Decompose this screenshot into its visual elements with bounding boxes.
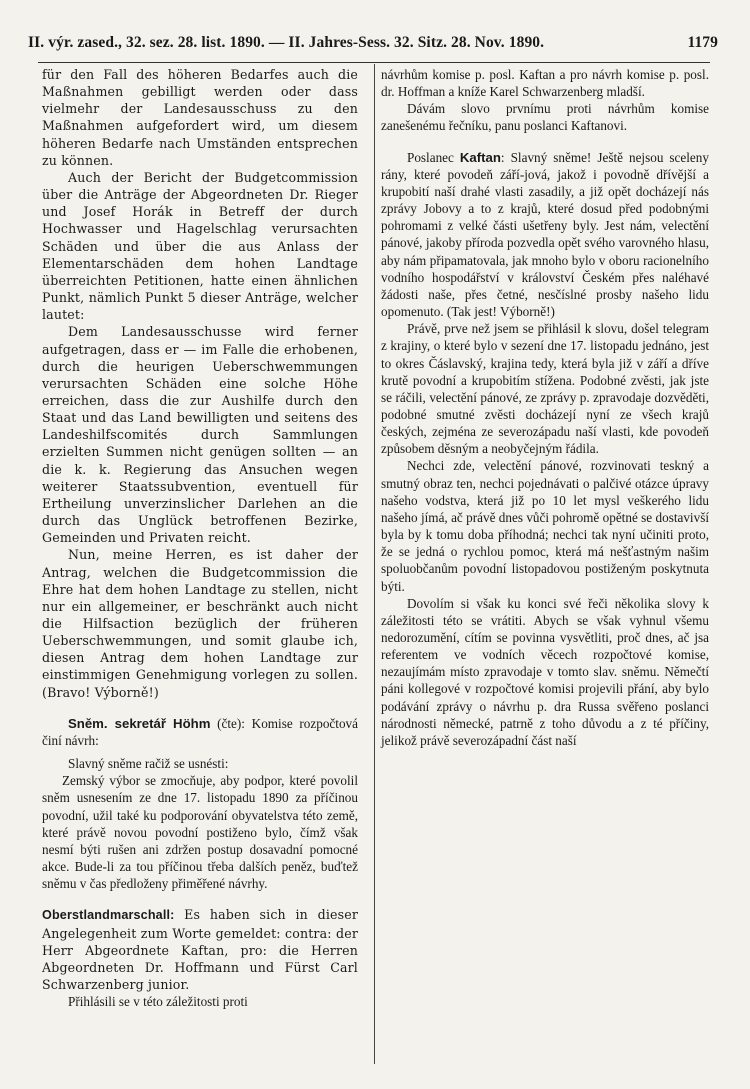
left-column [42,66,358,1010]
speaker-name: Kaftan [459,149,501,165]
column-divider [374,64,375,1064]
paragraph: Auch der Bericht der Budgetcommission über die Anträge der Abgeordneten Dr. Rieger und Josef Horák in Betreff der durch Hochwasser und Hagelschlag verursachten Schäden und über die aus Anlass der Elementarschäden dem hohen Landtage überreichten Petitionen, hatte einen ähnlichen Punkt, nämlich Punkt 5 dieser Anträge, welcher lautet: [42,169,358,323]
paragraph [42,906,358,993]
speech-text: Es haben sich in dieser Angelegenheit zum Worte gemeldet: contra: der Herr Abgeordnete Kaftan, pro: die Herren Abgeordneten Dr. Hoffmann und Fürst Carl Schwarzenberg junior. [42,907,358,992]
header-rule [38,62,710,63]
paragraph: návrhům komise p. posl. Kaftan a pro návrh komise p. posl. dr. Hoffman a kníže Karel Schwarzenberg mladší. [381,67,709,100]
paragraph [381,149,709,321]
page-number: 1179 [687,34,718,51]
paragraph: Nechci zde, velectění pánové, rozvinovati teskný a smutný obraz ten, nechci pojednávati o palčivé otázce úpravy našeho vodstva, která již po 10 let mysl veškerého lidu našeho jímá, ač právě dnes vůči pohromě opětné se dostavivší byla by k tomu doba příhodná; nechci tak nyní učiniti proto, že se jedná o rychlou pomoc, která má nešťastným našim spoluobčanům povodní listopadovou postiženým poskytnuta býti. [381,458,709,594]
speech-text: (čte): Komise rozpočtová činí návrh: [42,715,358,748]
speaker-prefix: Poslanec [407,149,460,165]
paragraph: Slavný sněme račiž se usnésti: [68,756,229,772]
paragraph: Dávám slovo prvnímu proti návrhům komise zanešenému řečníku, panu poslanci Kaftanovi. [381,101,709,134]
paragraph: Přihlásili se v této záležitosti proti [68,994,248,1010]
speaker-name: Sněm. sekretář Höhm [68,715,211,731]
paragraph: für den Fall des höheren Bedarfes auch die Maßnahmen gebilligt werden oder dass vielmehr der Landesausschuss zu den Maßnahmen aufgefordert wird, um diesem höheren Bedarfe nach Umständen entsprechen zu können. [42,67,358,168]
speech-text: : Slavný sněme! Ještě nejsou sceleny rány, které povodeň září-jová, jakož i povodně dřívější a krupobití naší drahé vlasti zasadily, a již opět docházejí nás zprávy Jobovy a to z krajů, které dosud před podobnými pohromami z velké části ušetřeny byly. Jest nám, velectění pánové, jakoby příroda pozvedla opět svého varovného hlasu, aby nám připamatovala, jak mnoho bylo v oboru racionelního vodního hospodářství v království Českém přes naléhavé žádosti naše, přes četné, nesčíslné prosby našeho lidu opomenuto. (Tak jest! Výborně!) [381,149,709,320]
header-session-info: II. výr. zased., 32. sez. 28. list. 1890. — II. Jahres-Sess. 32. Sitz. 28. Nov. 1890. [28,34,545,51]
paragraph: Právě, prve než jsem se přihlásil k slovu, došel telegram z krajiny, o které bylo v sezení dne 17. listopadu jednáno, jest to okres Čáslavský, krajina tedy, která byla již v září a dříve krutě povodní a krupobitím stížena. Podobné zvěsti, jak jste se ráčili, velectění pánové, ze zprávy p. zpravodaje dozvěděti, podobné smutné zvěsti docházejí nyní ze všech krajů českých, zejména ze severozápadu naší vlasti, kde povodeň způsobem děsným a neobyčejným řádila. [381,321,709,457]
paragraph: Dem Landesausschusse wird ferner aufgetragen, dass er — im Falle die erhobenen, durch die heurigen Ueberschwemmungen verursachten Schäden eine solche Höhe erreichen, dass die zur Aushilfe durch den Staat und das Land bewilligten und seitens des Landeshilfscomités durch Sammlungen erzielten Summen nicht genügen sollten — an die k. k. Regierung das Ansuchen wegen weiterer Staatssubvention, eventuell für Ertheilung unverzinslicher Darlehen an die durch das Unglück betroffenen Bezirke, Gemeinden und Privaten reicht. [42,324,358,546]
paragraph [42,715,358,749]
page-header [28,34,718,56]
speaker-name: Oberstlandmarschall: [42,908,175,923]
paragraph: Dovolím si však ku konci své řeči několika slovy k záležitosti této se vrátiti. Abych se však vyhnul všemu nedorozumění, cítím se povinna vysvětliti, proč dnes, ač jsa referentem ve vodních věcech rozpočtové komise, nezaujímám místo zpravodaje v tomto slav. sněmu. Němečtí páni kollegové v rozpočtové komisi projevili přání, aby bylo podávání zprávy o návrhu p. dra Russa svěřeno poslanci národnosti německé, patrně z toho důvodu a z té příčiny, jelikož právě severozápadní část naší [381,595,709,748]
paragraph: Nun, meine Herren, es ist daher der Antrag, welchen die Budgetcommission die Ehre hat dem hohen Landtage zu stellen, nicht nur ein allgemeiner, er beschränkt auch nicht die Hilfsaction bezüglich der früheren Ueberschwemmungen, und somit glaube ich, diesen Antrag dem hohen Landtage zur einstimmigen Genehmigung vorlegen zu sollen. (Bravo! Výborně!) [42,547,358,700]
motion-text: Zemský výbor se zmocňuje, aby podpor, které povolil sněm usnesením ze dne 17. listopadu 1890 za příčinou povodní, užil také ku podporování obyvatelstva této země, které právě novou povodní postiženo bylo, čímž však nesmí býti rušen ani zdržen postup dosavadní pomocné akce. Bude-li za tou příčinou třeba dalších peněz, buďtež sněmu v čas předloženy přiměřené návrhy. [42,773,358,892]
right-column [381,66,709,749]
